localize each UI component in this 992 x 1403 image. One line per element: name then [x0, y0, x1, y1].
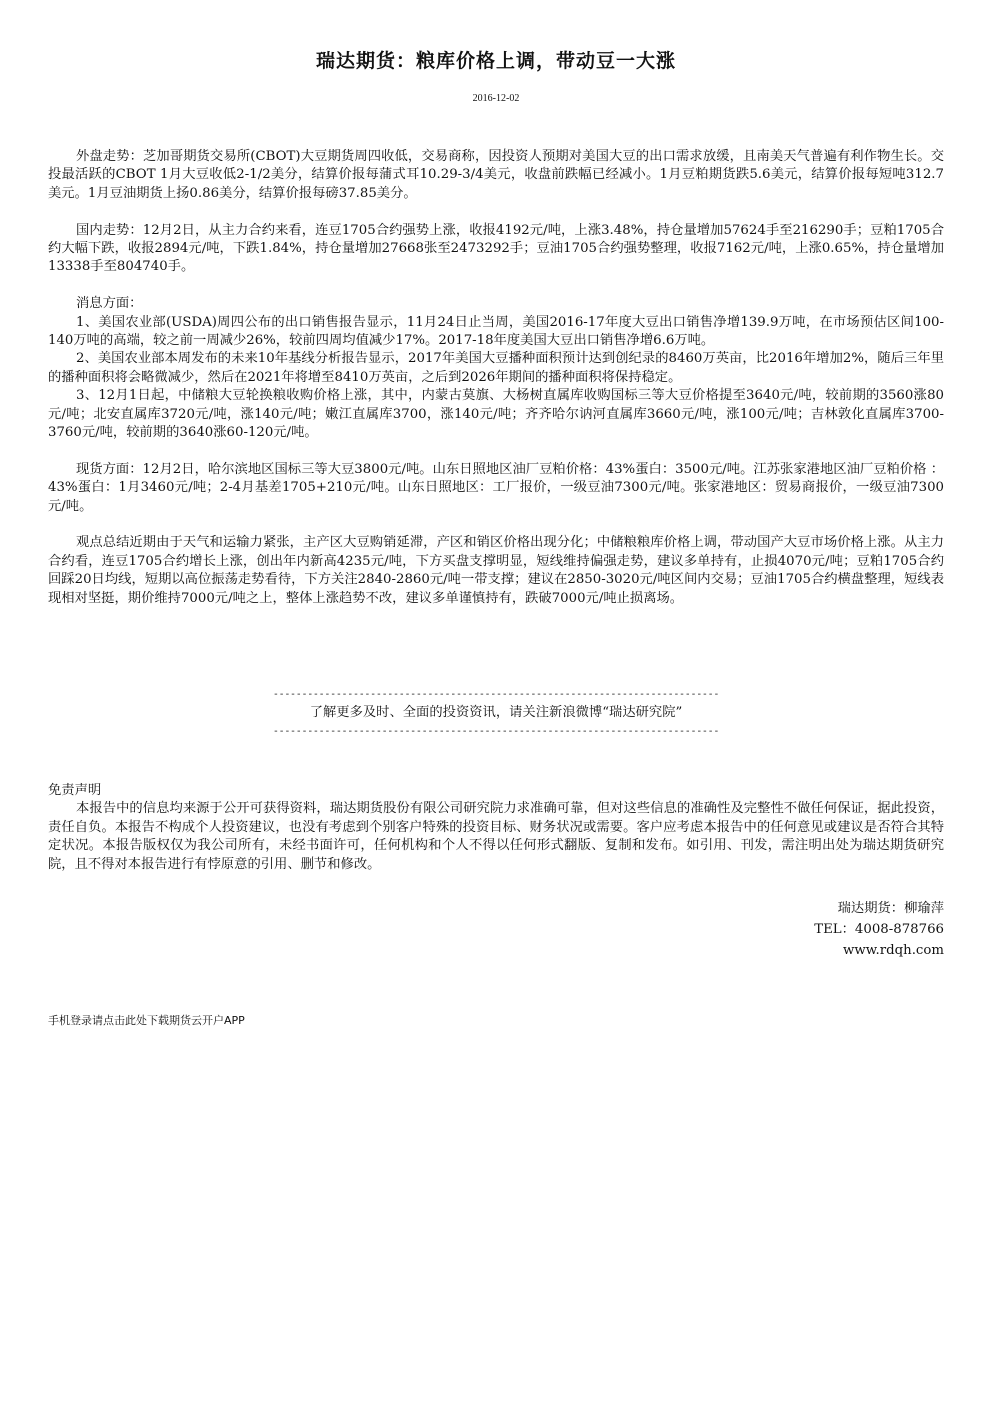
report-title: 瑞达期货：粮库价格上调，带动豆一大涨 [315, 50, 676, 72]
signature-block [814, 898, 944, 961]
news-item-3: 3、12月1日起，中储粮大豆轮换粮收购价格上涨，其中，内蒙古莫旗、大杨树直属库收购国标三等大豆价格提至3640元/吨，较前期的3560涨80元/吨；北安直属库3720元/吨，涨140元/吨；嫩江直属库3700，涨140元/吨；齐齐哈尔讷河直属库3660元/吨，涨100元/吨；吉林敦化直属库3700-3760元/吨，较前期的3640涨60-120元/吨。 [48, 388, 944, 441]
divider-bottom: ------------------------------------------------------------------------------ [272, 725, 720, 737]
news-heading: 消息方面： [76, 296, 143, 312]
weibo-notice-text: 了解更多及时、全面的投资资讯，请关注新浪微博“瑞达研究院” [309, 705, 683, 721]
disclaimer-text: 本报告中的信息均来源于公开可获得资料，瑞达期货股份有限公司研究院力求准确可靠，但对这些信息的准确性及完整性不做任何保证，据此投资，责任自负。本报告不构成个人投资建议，也没有考虑到个别客户特殊的投资目标、财务状况或需要。客户应考虑本报告中的任何意见或建议是否符合其特定状况。本报告版权仅为我公司所有，未经书面许可，任何机构和个人不得以任何形式翻版、复制和发布。如引用、刊发，需注明出处为瑞达期货研究院，且不得对本报告进行有悖原意的引用、删节和修改。 [48, 801, 944, 872]
news-item-2: 2、美国农业部本周发布的未来10年基线分析报告显示，2017年美国大豆播种面积预计达到创纪录的8460万英亩，比2016年增加2%，随后三年里的播种面积将会略微减少，然后在2021年将增至8410万英亩，之后到2026年期间的播种面积将保持稳定。 [48, 351, 944, 385]
spot-market-paragraph: 现货方面：12月2日，哈尔滨地区国标三等大豆3800元/吨。山东日照地区油厂豆粕价格：43%蛋白：3500元/吨。江苏张家港地区油厂豆粕价格 ：43%蛋白：1月3460元/吨；2-4月基差1705+210元/吨。山东日照地区：工厂报价，一级豆油7300元/吨。张家港地区：贸易商报价，一级豆油7300元/吨。 [48, 461, 944, 514]
report-body [48, 148, 944, 608]
website-link[interactable]: www.rdqh.com [842, 943, 944, 958]
news-item-1: 1、美国农业部(USDA)周四公布的出口销售报告显示，11月24日止当周，美国2016-17年度大豆出口销售净增139.9万吨，在市场预估区间100-140万吨的高端，较之前一周减少26%，较前四周均值减少17%。2017-18年度美国大豆出口销售净增6.6万吨。 [48, 314, 944, 349]
report-date: 2016-12-02 [472, 93, 520, 104]
viewpoint-paragraph: 观点总结近期由于天气和运输力紧张，主产区大豆购销延滞，产区和销区价格出现分化；中储粮粮库价格上调，带动国产大豆市场价格上涨。从主力合约看，连豆1705合约增长上涨，创出年内新高4235元/吨，下方买盘支撑明显，短线维持偏强走势，建议多单持有，止损4070元/吨；豆粕1705合约回踩20日均线，短期以高位振荡走势看待，下方关注2840-2860元/吨一带支撑；建议在2850-3020元/吨区间内交易；豆油1705合约横盘整理，短线表现相对坚挺，期价维持7000元/吨之上，整体上涨趋势不改，建议多单谨慎持有，跌破7000元/吨止损离场。 [48, 535, 944, 606]
weibo-notice [48, 686, 944, 741]
tel-line: TEL：4008-878766 [814, 922, 944, 937]
foreign-market-paragraph: 外盘走势：芝加哥期货交易所(CBOT)大豆期货周四收低，交易商称，因投资人预期对美国大豆的出口需求放缓，且南美天气普遍有利作物生长。交投最活跃的CBOT 1月大豆收低2-1/2美分，结算价报每蒲式耳10.29-3/4美元，收盘前跌幅已经减小。1月豆粕期货跌5.6美元，结算价报每短吨312.7美元。1月豆油期货上扬0.86美分，结算价报每磅37.85美分。 [48, 149, 944, 201]
disclaimer-heading: 免责声明 [48, 783, 102, 798]
author-line: 瑞达期货：柳瑜萍 [837, 901, 944, 916]
app-download-link[interactable]: 手机登录请点击此处下载期货云开户APP [48, 1014, 245, 1027]
domestic-market-paragraph: 国内走势：12月2日，从主力合约来看，连豆1705合约强势上涨，收报4192元/吨，上涨3.48%，持仓量增加57624手至216290手；豆粕1705合约大幅下跌，收报2894元/吨，下跌1.84%，持仓量增加27668张至2473292手；豆油1705合约强势整理，收报7162元/吨，上涨0.65%，持仓量增加13338手至804740手。 [48, 222, 944, 275]
divider-top: ------------------------------------------------------------------------------ [272, 689, 720, 700]
disclaimer [48, 782, 944, 874]
